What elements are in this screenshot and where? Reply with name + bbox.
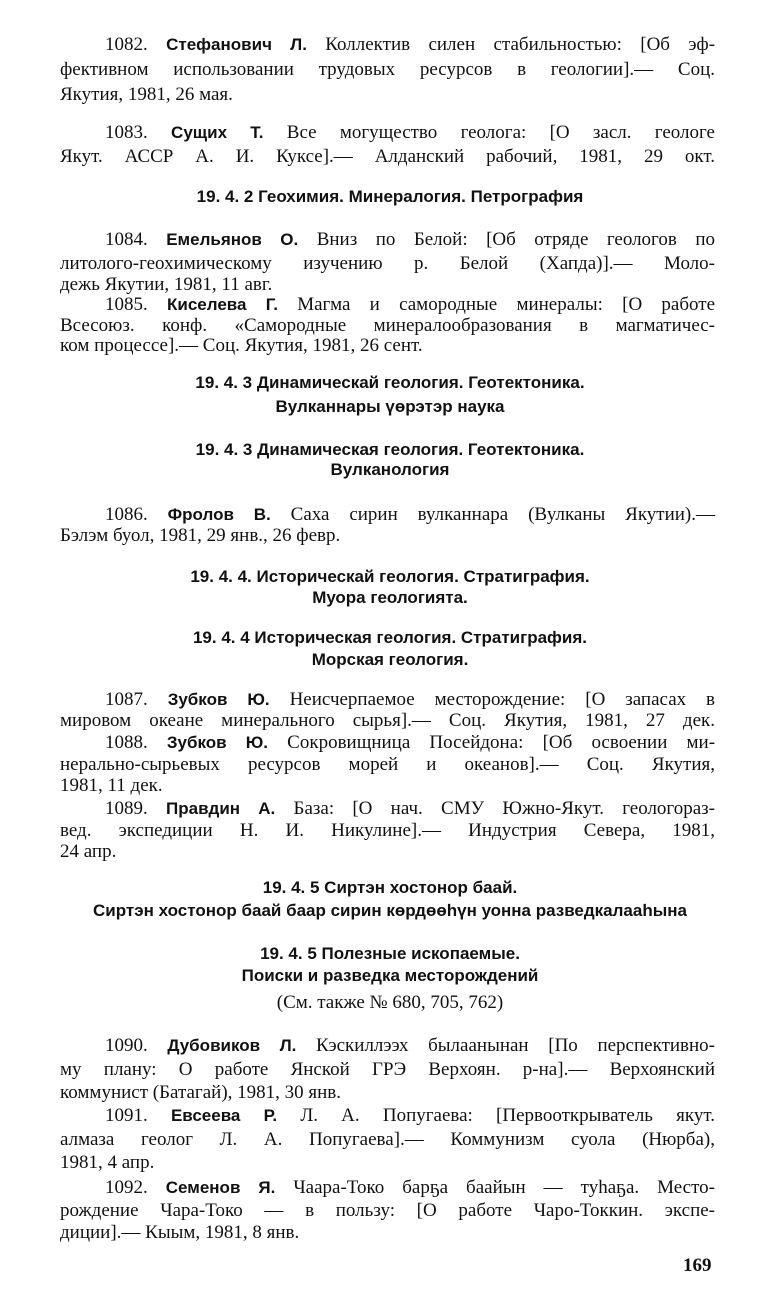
section-heading: 19. 4. 3 Динамическай геология. Геотектоника. (195, 373, 585, 392)
page-number: 169 (683, 1255, 712, 1276)
entry-1092: 1092. Семенов Я. Чаара-Токо барҕа баайын — туһаҕа. Место- (105, 1177, 715, 1198)
section-heading: 19. 4. 2 Геохимия. Минералогия. Петрография (196, 187, 584, 206)
entry-line: Бэлэм буол, 1981, 29 янв., 26 февр. (60, 525, 341, 546)
entry-line: алмаза геолог Л. А. Попугаева].— Коммунизм суола (Нюрба), (60, 1129, 715, 1150)
entry-line: рождение Чара-Токо — в пользу: [О работе Чаро-Токкин. экспе- (60, 1200, 715, 1221)
section-heading: 19. 4. 5 Сиртэн хостонор баай. (262, 878, 518, 897)
entry-line: Всесоюз. конф. «Самородные минералообразования в магматичес- (60, 315, 715, 336)
entry-line: 1981, 11 дек. (60, 775, 163, 796)
section-heading: Поиски и разведка месторождений (241, 966, 539, 985)
section-heading: Сиртэн хостонор баай баар сирин көрдөөһүн уонна разведкалааһына (93, 901, 687, 920)
entry-line: вед. экспедиции Н. И. Никулине].— Индустрия Севера, 1981, (60, 820, 715, 841)
section-heading: 19. 4. 4. Историческай геология. Стратиграфия. (190, 567, 590, 586)
entry-line: 1981, 4 апр. (60, 1152, 155, 1173)
section-heading: 19. 4. 4 Историческая геология. Стратиграфия. (192, 628, 588, 647)
entry-1091: 1091. Евсеева Р. Л. А. Попугаева: [Первооткрыватель якут. (105, 1105, 716, 1126)
entry-line: коммунист (Батагай), 1981, 30 янв. (60, 1082, 342, 1103)
section-heading: Вулканнары үөрэтэр наука (275, 397, 505, 416)
entry-1084: 1084. Емельянов О. Вниз по Белой: [Об отряде геологов по (105, 229, 715, 250)
entry-line: 24 апр. (60, 841, 117, 862)
entry-line: мировом океане минерального сырья].— Соц. Якутия, 1981, 27 дек. (60, 710, 715, 731)
entry-line: Якутия, 1981, 26 мая. (60, 84, 233, 105)
section-heading: 19. 4. 3 Динамическая геология. Геотектоника. (195, 440, 585, 459)
entry-1087: 1087. Зубков Ю. Неисчерпаемое месторождение: [О запасах в (105, 689, 716, 710)
entry-line: дежь Якутии, 1981, 11 авг. (60, 274, 273, 295)
entry-line: нерально-сырьевых ресурсов морей и океанов].— Соц. Якутия, (60, 754, 715, 775)
entry-1085: 1085. Киселева Г. Магма и самородные минералы: [О работе (105, 294, 716, 315)
entry-line: ком процессе].— Соц. Якутия, 1981, 26 сент. (60, 335, 423, 356)
section-heading: 19. 4. 5 Полезные ископаемые. (260, 944, 520, 963)
section-heading: Вулканология (330, 460, 450, 479)
section-heading: Морская геология. (311, 650, 469, 669)
entry-1089: 1089. Правдин А. База: [О нач. СМУ Южно-Якут. геологораз- (105, 798, 716, 819)
entry-1088: 1088. Зубков Ю. Сокровищница Посейдона: [Об освоении ми- (105, 732, 716, 753)
entry-1090: 1090. Дубовиков Л. Кэскиллээх былаанынан [По перспективно- (105, 1035, 716, 1056)
entry-line: му плану: О работе Янской ГРЭ Верхоян. р-на].— Верхоянский (60, 1059, 715, 1080)
entry-line: диции].— Кыым, 1981, 8 янв. (60, 1222, 300, 1243)
entry-1083: 1083. Сущих Т. Все могущество геолога: [О засл. геологе (105, 122, 715, 143)
entry-line: фективном использовании трудовых ресурсов в геологии].— Соц. (60, 59, 715, 80)
entry-1086: 1086. Фролов В. Саха сирин вулканнара (Вулканы Якутии).— (105, 504, 716, 525)
entry-1082: 1082. Стефанович Л. Коллектив силен стабильностью: [Об эф- (105, 34, 716, 55)
see-also-note: (См. также № 680, 705, 762) (276, 992, 504, 1013)
entry-line: Якут. АССР А. И. Куксе].— Алданский рабочий, 1981, 29 окт. (60, 146, 715, 167)
section-heading: Муора геологията. (312, 588, 468, 607)
entry-line: литолого-геохимическому изучению р. Белой (Хапда)].— Моло- (60, 253, 715, 274)
